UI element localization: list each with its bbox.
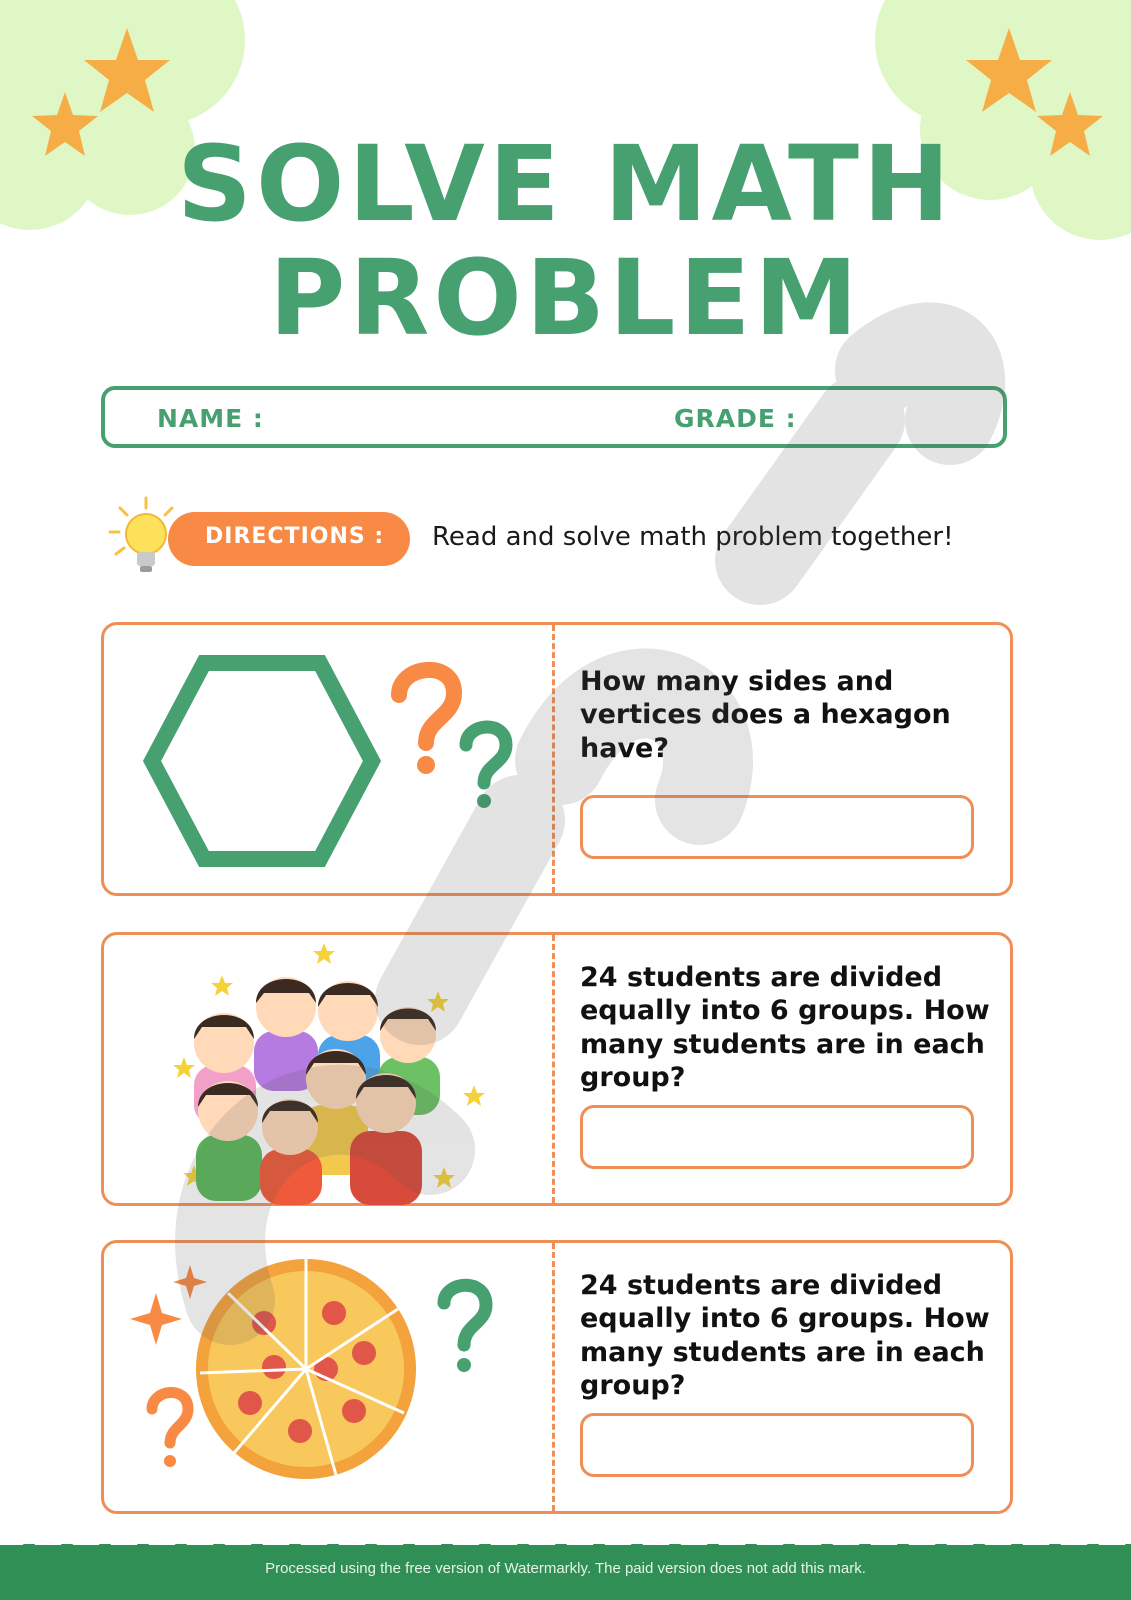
pizza-icon [196,1259,416,1479]
question-mark-icon [466,727,506,808]
name-label: NAME : [157,404,264,433]
sparkle-icon [130,1265,207,1345]
card-divider [552,935,555,1203]
page-title-line-2: PROBLEM [269,237,862,359]
question-card-2 [101,932,1013,1206]
directions-label: DIRECTIONS : [205,524,385,549]
directions-text: Read and solve math problem together! [432,522,954,552]
footer-watermark-text: Processed using the free version of Watermarkly. The paid version does not add this mark. [265,1560,866,1577]
grade-label: GRADE : [674,404,797,433]
question-card-1 [101,622,1013,896]
child-figure [350,1073,422,1205]
answer-box-1[interactable] [580,795,974,859]
answer-box-2[interactable] [580,1105,974,1169]
question-mark-icon [399,670,454,774]
question-card-3 [101,1240,1013,1514]
hexagon-illustration [104,625,544,895]
question-text: 24 students are divided equally into 6 groups. How many students are in each group? [580,1270,990,1402]
card-divider [552,1243,555,1511]
page-title-line-1: SOLVE MATH [177,123,954,245]
child-figure [196,1081,262,1201]
name-grade-box[interactable] [101,386,1007,448]
hexagon-icon [152,663,372,859]
question-text: 24 students are divided equally into 6 groups. How many students are in each group? [580,962,990,1094]
question-mark-icon [444,1285,486,1372]
answer-box-3[interactable] [580,1413,974,1477]
question-text: How many sides and vertices does a hexagon have? [580,666,951,764]
children-group-illustration [104,935,544,1205]
question-mark-icon [152,1392,188,1467]
pizza-illustration [104,1243,544,1513]
card-divider [552,625,555,893]
